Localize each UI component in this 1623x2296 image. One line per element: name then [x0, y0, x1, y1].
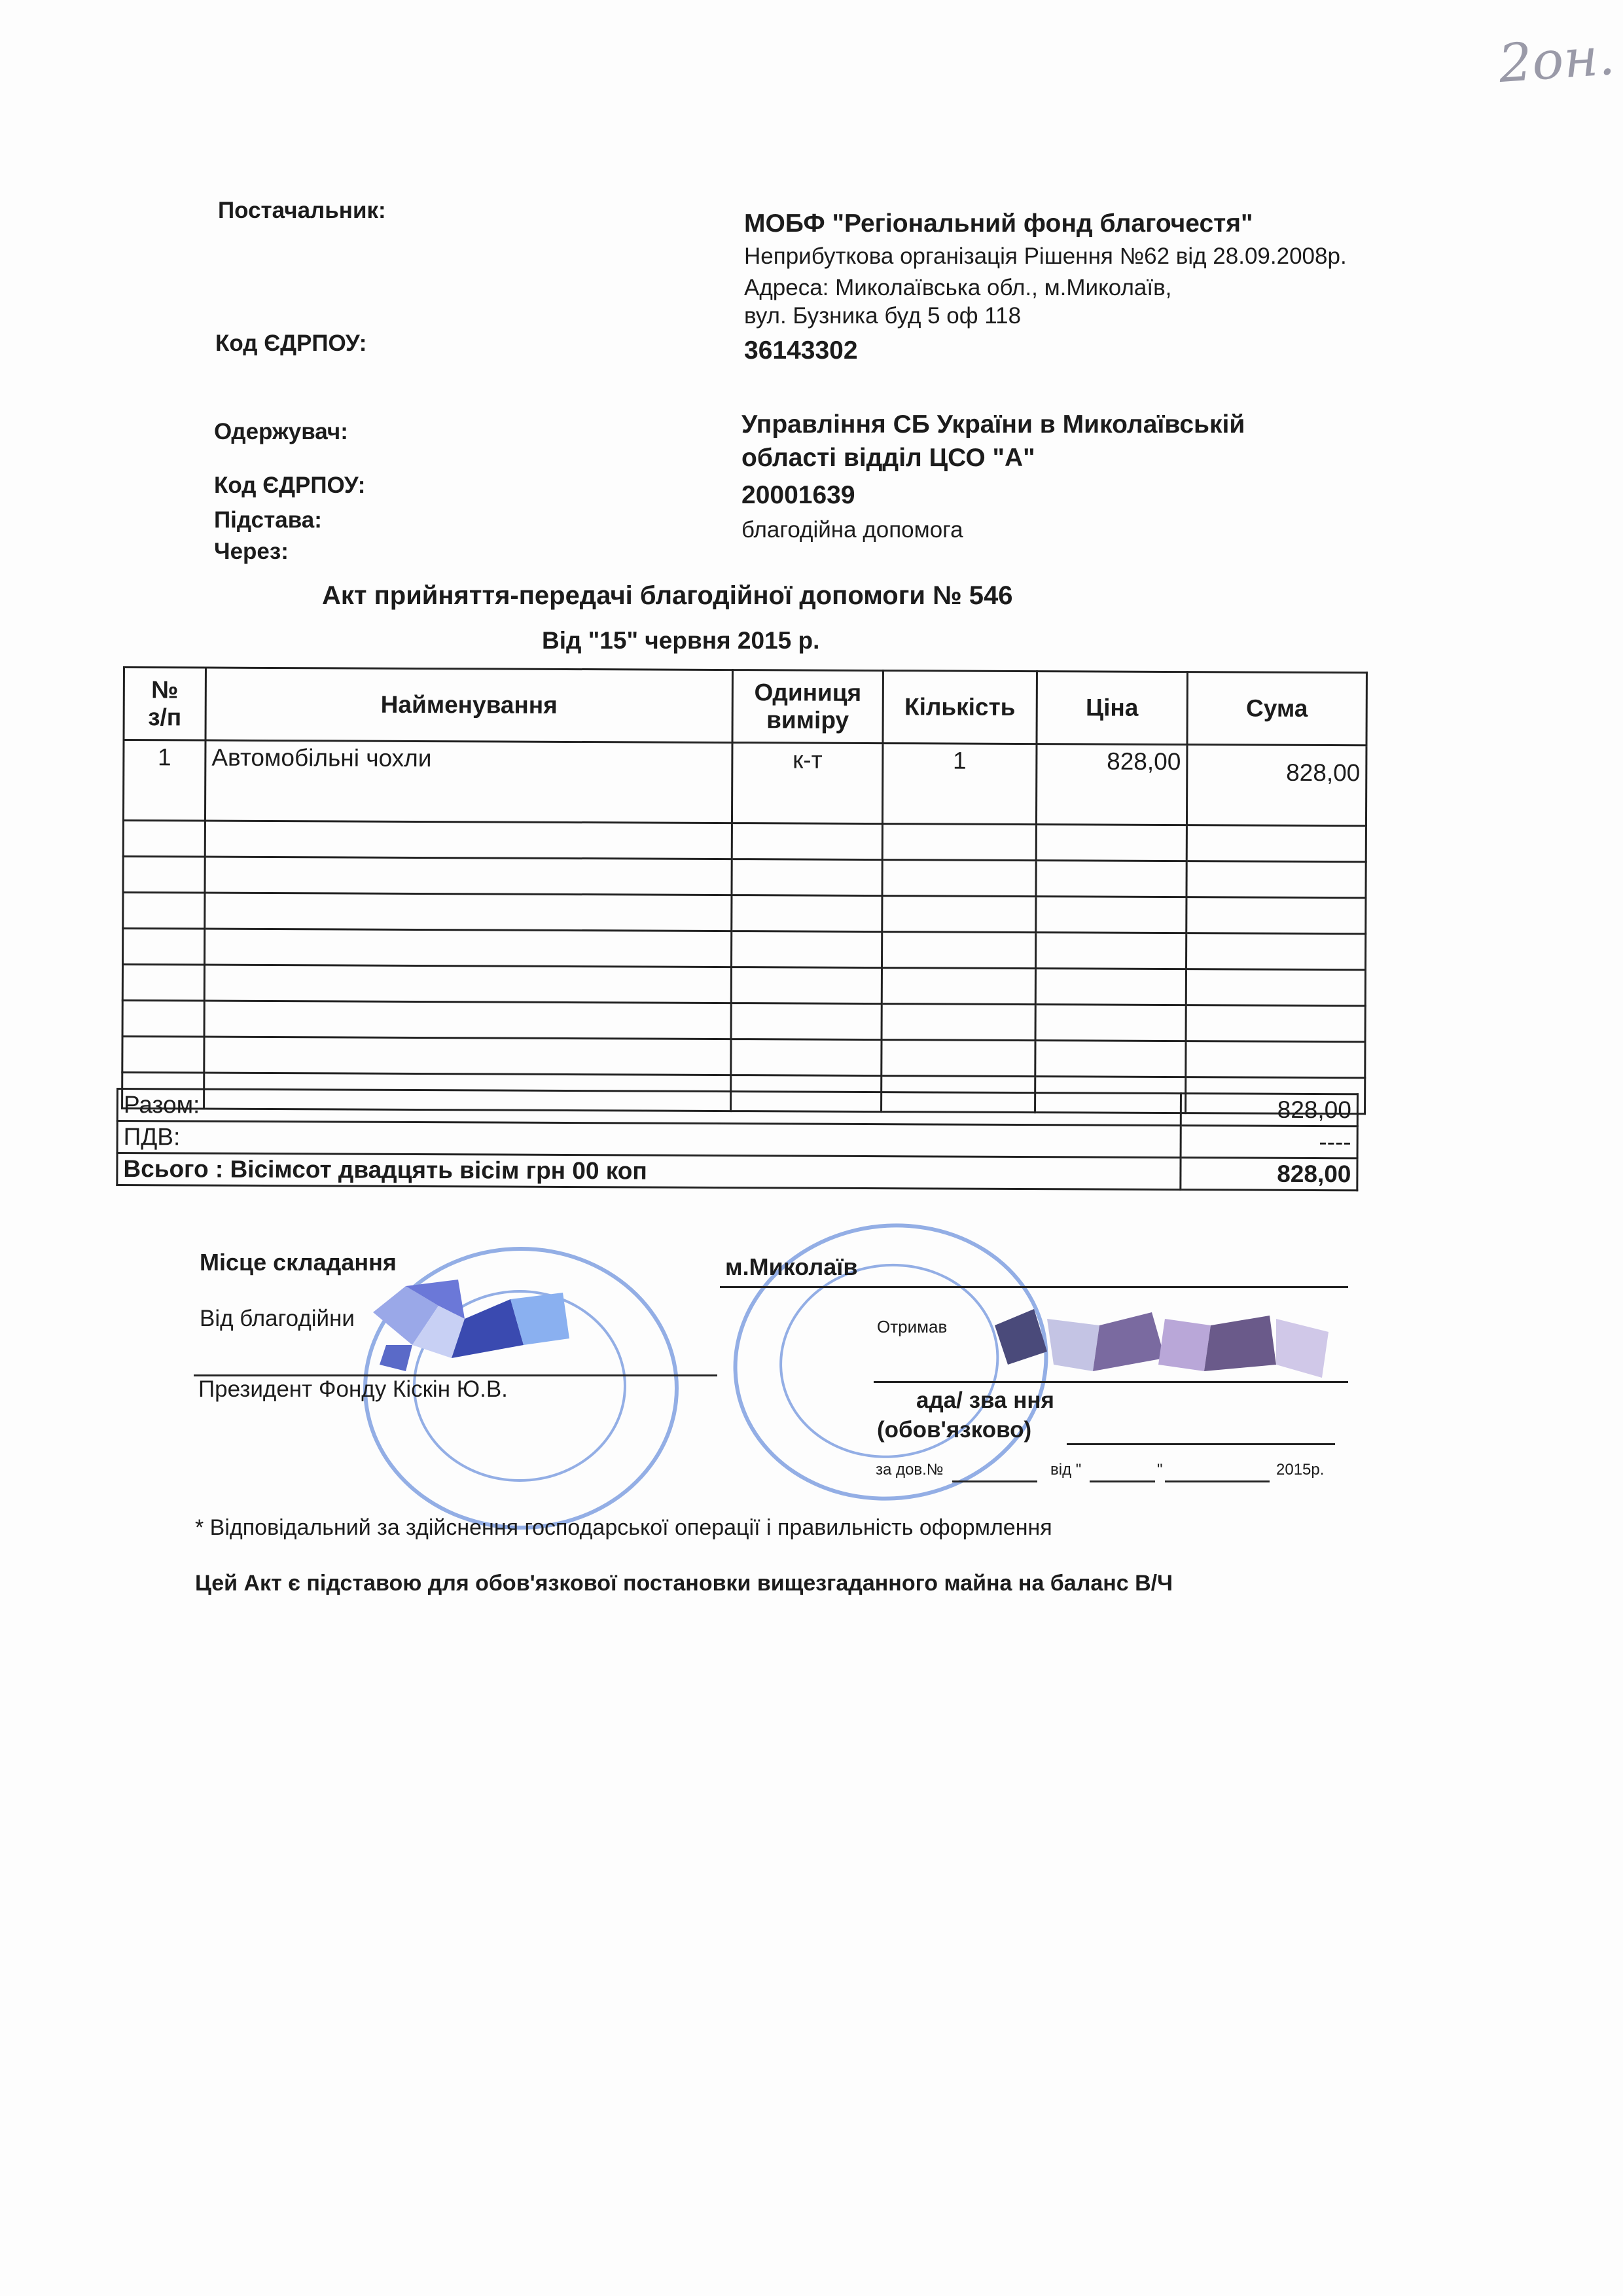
position-line — [1067, 1443, 1335, 1445]
header-sum: Сума — [1187, 672, 1366, 745]
row-unit: к-т — [732, 743, 883, 824]
table-header-row — [124, 668, 1366, 745]
from-label: Від благодійни — [200, 1306, 355, 1331]
subtotal-row — [117, 1089, 1357, 1126]
place-value: м.Миколаїв — [725, 1253, 858, 1280]
redaction-mosaic-icon — [366, 1273, 576, 1371]
header-unit-line2: виміру — [766, 706, 849, 734]
vat-value: ---- — [1181, 1126, 1357, 1158]
handwritten-page-note: 2он. — [1496, 25, 1617, 95]
received-signature-line — [874, 1381, 1348, 1383]
recipient-name-line1: Управління СБ України в Миколаївській — [741, 410, 1245, 439]
warrant-from: від " — [1050, 1461, 1082, 1479]
warrant-day-line — [1090, 1480, 1155, 1482]
recipient-label: Одержувач: — [214, 419, 348, 444]
supplier-note: Неприбуткова організація Рішення №62 від 28.09.2008р. — [744, 243, 1347, 269]
totals-table — [116, 1088, 1359, 1191]
vat-label: ПДВ: — [117, 1121, 1181, 1158]
table-row-empty — [123, 857, 1366, 898]
row-price: 828,00 — [1036, 744, 1187, 825]
president-name: Президент Фонду Кіскін Ю.В. — [198, 1376, 508, 1402]
row-name: Автомобільні чохли — [205, 740, 732, 823]
header-num — [124, 668, 205, 741]
header-price: Ціна — [1037, 672, 1187, 745]
mandatory-note: (обов'язково) — [877, 1417, 1032, 1443]
header-name: Найменування — [205, 668, 732, 743]
act-title: Акт прийняття-передачі благодійної допомоги № 546 — [322, 581, 1013, 610]
total-label: Всього : Вісімсот двадцять вісім грн 00 коп — [117, 1153, 1181, 1190]
supplier-address-line1: Адреса: Миколаївська обл., м.Миколаїв, — [744, 275, 1172, 300]
redaction-mosaic-icon — [995, 1306, 1335, 1391]
supplier-edrpou: 36143302 — [744, 336, 858, 365]
header-num-line2: з/п — [148, 704, 182, 731]
supplier-address-line2: вул. Бузника буд 5 оф 118 — [744, 303, 1022, 329]
row-sum: 828,00 — [1186, 745, 1366, 826]
received-label: Отримав — [877, 1317, 948, 1336]
header-unit — [732, 670, 883, 744]
row-qty: 1 — [882, 744, 1037, 825]
supplier-label: Постачальник: — [218, 198, 386, 223]
supplier-name: МОБФ "Регіональний фонд благочестя" — [744, 209, 1253, 238]
place-label: Місце складання — [200, 1249, 397, 1276]
row-num: 1 — [123, 740, 205, 821]
place-underline — [720, 1286, 1348, 1288]
subtotal-label: Разом: — [117, 1089, 1181, 1126]
table-row-empty — [123, 893, 1366, 934]
vat-row — [117, 1121, 1357, 1158]
table-row-empty — [122, 965, 1365, 1006]
table-row — [123, 740, 1366, 826]
footnote: * Відповідальний за здійснення господарської операції і правильність оформлення — [195, 1515, 1052, 1540]
basis-value: благодійна допомога — [741, 517, 963, 543]
warrant-quote: " — [1157, 1461, 1163, 1479]
total-row — [117, 1153, 1357, 1191]
warrant-number-line — [952, 1480, 1037, 1482]
recipient-name-line2: області відділ ЦСО "А" — [741, 444, 1035, 472]
act-date: Від "15" червня 2015 р. — [542, 627, 820, 654]
supplier-edrpou-label: Код ЄДРПОУ: — [215, 331, 367, 356]
basis-label: Підстава: — [214, 507, 322, 533]
recipient-edrpou: 20001639 — [741, 481, 855, 509]
recipient-edrpou-label: Код ЄДРПОУ: — [214, 473, 366, 498]
via-label: Через: — [214, 539, 289, 564]
table-row-empty — [122, 1001, 1365, 1042]
statement: Цей Акт є підставою для обов'язкової постановки вищезгаданного майна на баланс В/Ч — [195, 1571, 1173, 1596]
warrant-month-line — [1165, 1480, 1270, 1482]
header-unit-line1: Одиниця — [754, 679, 862, 706]
position-label: ада/ зва ння — [916, 1388, 1054, 1413]
table-row-empty — [123, 821, 1366, 862]
header-qty: Кількість — [883, 671, 1037, 744]
items-table — [121, 666, 1368, 1115]
total-value: 828,00 — [1181, 1158, 1357, 1191]
table-row-empty — [122, 1037, 1365, 1078]
warrant-prefix: за дов.№ — [876, 1461, 944, 1479]
header-num-line1: № — [151, 676, 179, 704]
warrant-year: 2015р. — [1276, 1461, 1325, 1479]
table-row-empty — [123, 929, 1366, 970]
subtotal-value: 828,00 — [1181, 1094, 1357, 1126]
